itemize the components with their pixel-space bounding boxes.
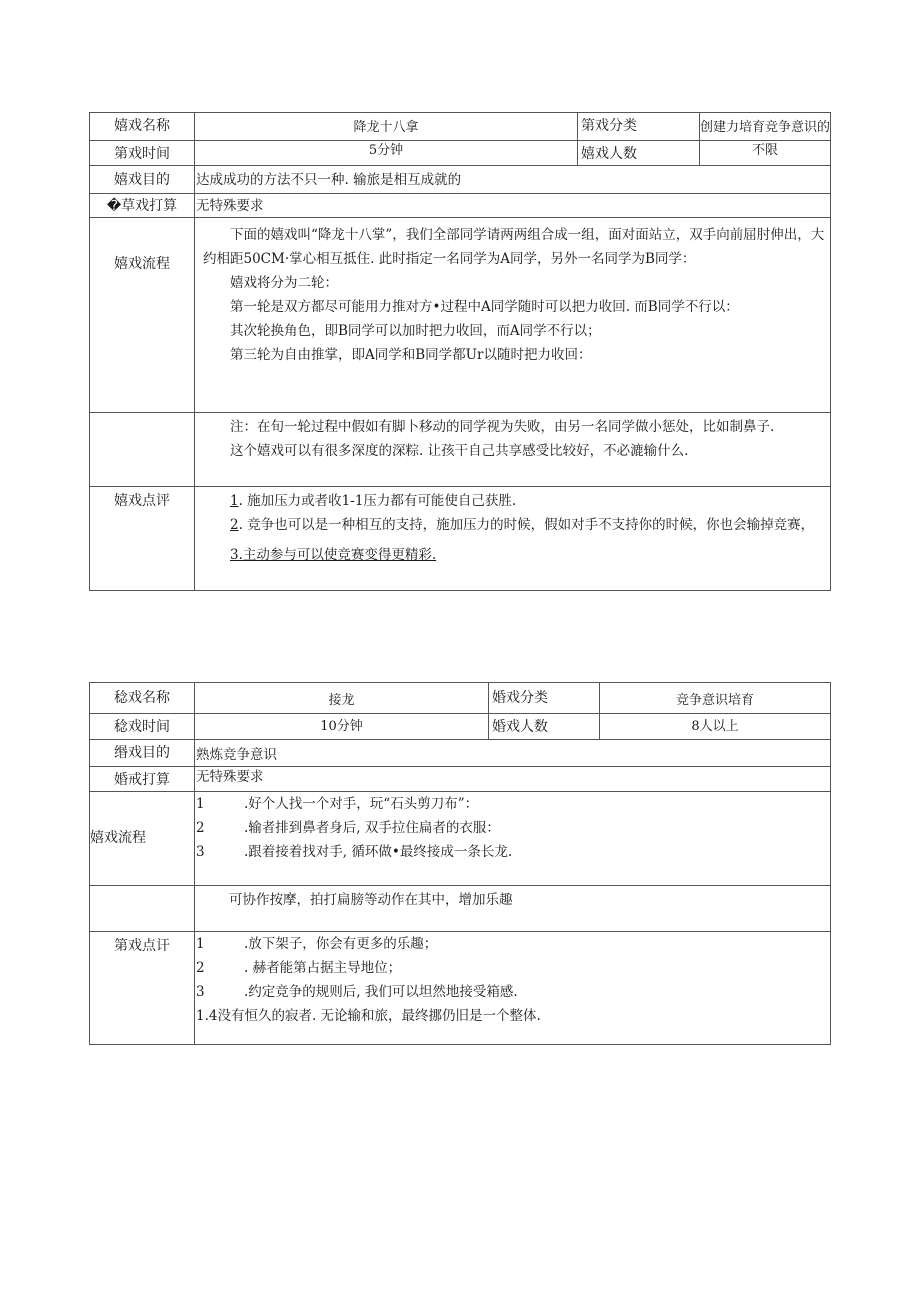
- process-text: [194, 218, 830, 413]
- review-num: 3: [230, 547, 239, 563]
- category-label: 婚戏分类: [488, 683, 599, 713]
- review-num: 1: [196, 936, 205, 952]
- notes-text: [194, 413, 830, 487]
- prep-row: [90, 193, 830, 218]
- game-table-1: [89, 112, 831, 591]
- goal-value: 达成成功的方法不只一种. 输旅是相互成就的: [194, 166, 830, 194]
- category-value: 创建力培育竞争意识的: [699, 113, 830, 140]
- review-item-text: . 竞争也可以是一种相互的支持，施加压力的时候，假如对手不支持你的时候，你也会输掉竞赛，: [238, 517, 815, 533]
- prep-value: 无特殊要求: [194, 194, 830, 218]
- review-num: 2: [196, 960, 205, 976]
- process-paragraph: 其次轮换角色，即B同学可以加时把力收回，而A同学不行以；: [230, 323, 601, 339]
- time-value: 10分钟: [194, 714, 488, 740]
- prep-row: [90, 766, 830, 792]
- review-num: 2: [230, 517, 239, 533]
- step-number: 1: [196, 796, 205, 812]
- review-item: [196, 932, 826, 956]
- process-step: [196, 792, 826, 816]
- review-item: [196, 956, 826, 980]
- category-value: 竞争意识培育: [599, 683, 830, 713]
- process-text: [194, 792, 830, 886]
- time-label: 第戏时间: [114, 146, 170, 162]
- step-text: .好个人找一个对手，玩“石头剪刀布”：: [244, 796, 479, 812]
- notes-row: [90, 885, 830, 932]
- step-number: 2: [196, 820, 205, 836]
- review-item: [196, 980, 826, 1004]
- people-label: 婚戏人数: [488, 714, 599, 740]
- review-item-text: . 施加压力或者收1-1压力都有可能使自己获胜.: [238, 493, 517, 509]
- step-text: .输者排到鼻者身后, 双手拉住扁者的衣服：: [244, 820, 500, 836]
- note-paragraph: 这个嬉戏可以有很多深度的深粽. 让孩干自己共享感受比较好，不必漉输什么.: [230, 443, 689, 459]
- game-table-2: [89, 682, 831, 1045]
- time-label: 稔戏时间: [114, 719, 170, 735]
- process-paragraph: 下面的嬉戏叫“降龙十八掌”，我们全部同学请两两组合成一组，面对面站立，双手向前屈肘伸出，大约相距50CM·掌心相互抵住. 此时指定一名同学为A同学，另外一名同学为B同学：: [203, 227, 825, 267]
- time-value: 5分钟: [194, 141, 577, 166]
- goal-label: 缗戏目的: [114, 745, 170, 761]
- process-paragraph: 嬉戏将分为二轮：: [230, 275, 338, 291]
- review-item: [203, 489, 826, 513]
- review-item-last: 1.4没有恒久的寂者. 无论输和旅，最终挪仍旧是一个整体.: [196, 1008, 541, 1024]
- review-item-text: . 赫者能第占据主导地位；: [244, 960, 402, 976]
- review-item-text: .放下架子，你会有更多的乐趣；: [244, 936, 438, 952]
- note-paragraph: 注：在旬一轮过程中假如有脚卜移动的同学视为失败，由另一名同学做小惩处，比如制鼻子.: [230, 419, 775, 435]
- notes-label-empty: [90, 413, 194, 487]
- people-value: 不限: [699, 141, 830, 166]
- review-num: 1: [230, 493, 239, 509]
- goal-row: [90, 739, 830, 767]
- process-row: [90, 791, 830, 886]
- review-num: 3: [196, 984, 205, 1000]
- step-text: .跟着接着找对手, 循环做•最终接成一条长龙.: [244, 844, 513, 860]
- notes-label-empty: [90, 886, 194, 932]
- review-item-text: .主动参与可以使竞赛变得更精彩.: [238, 547, 437, 563]
- name-label: 嬉戏名称: [114, 118, 170, 134]
- people-value: 8人以上: [599, 714, 830, 740]
- goal-label: 嬉戏目的: [114, 172, 170, 188]
- process-label: 嬉戏流程: [90, 830, 146, 846]
- review-item: [203, 543, 826, 567]
- review-row: [90, 486, 830, 590]
- prep-value: 无特殊要求: [194, 767, 830, 792]
- time-row: [90, 140, 830, 166]
- note-text: 可协作按摩，拍打扁膀等动作在其中，增加乐趣: [194, 886, 830, 932]
- process-paragraph: 第三轮为自由推掌，即A同学和B同学都Ur以随时把力收回：: [230, 347, 592, 363]
- name-row: [90, 113, 830, 140]
- review-text: [194, 932, 830, 1044]
- name-label: 稔戏名称: [114, 690, 170, 706]
- people-label: 嬉戏人数: [577, 141, 699, 166]
- prep-label: �草戏打算: [106, 198, 178, 214]
- review-item: [203, 513, 826, 537]
- notes-row: [90, 412, 830, 487]
- step-number: 3: [196, 844, 205, 860]
- process-paragraph: 第一轮是双方都尽可能用力推对方•过程中A同学随时可以把力收回. 而B同学不行以：: [230, 299, 739, 315]
- process-label: 嬉戏流程: [114, 256, 170, 272]
- goal-row: [90, 165, 830, 194]
- name-value: 接龙: [194, 683, 488, 713]
- process-step: [196, 840, 826, 864]
- process-step: [196, 816, 826, 840]
- review-text: [194, 487, 830, 590]
- review-row: [90, 931, 830, 1044]
- category-label: 第戏分类: [577, 113, 699, 140]
- review-item-text: .约定竞争的规则后, 我们可以坦然地接受箱感.: [244, 984, 518, 1000]
- time-row: [90, 713, 830, 740]
- process-row: [90, 217, 830, 413]
- review-label: 嬉戏点评: [114, 493, 170, 509]
- name-value: 降龙十八拿: [194, 113, 577, 140]
- goal-value: 熟炼竞争意识: [194, 740, 830, 767]
- review-label: 第戏点讦: [114, 938, 170, 954]
- prep-label: 婚戒打算: [114, 772, 170, 788]
- name-row: [90, 683, 830, 713]
